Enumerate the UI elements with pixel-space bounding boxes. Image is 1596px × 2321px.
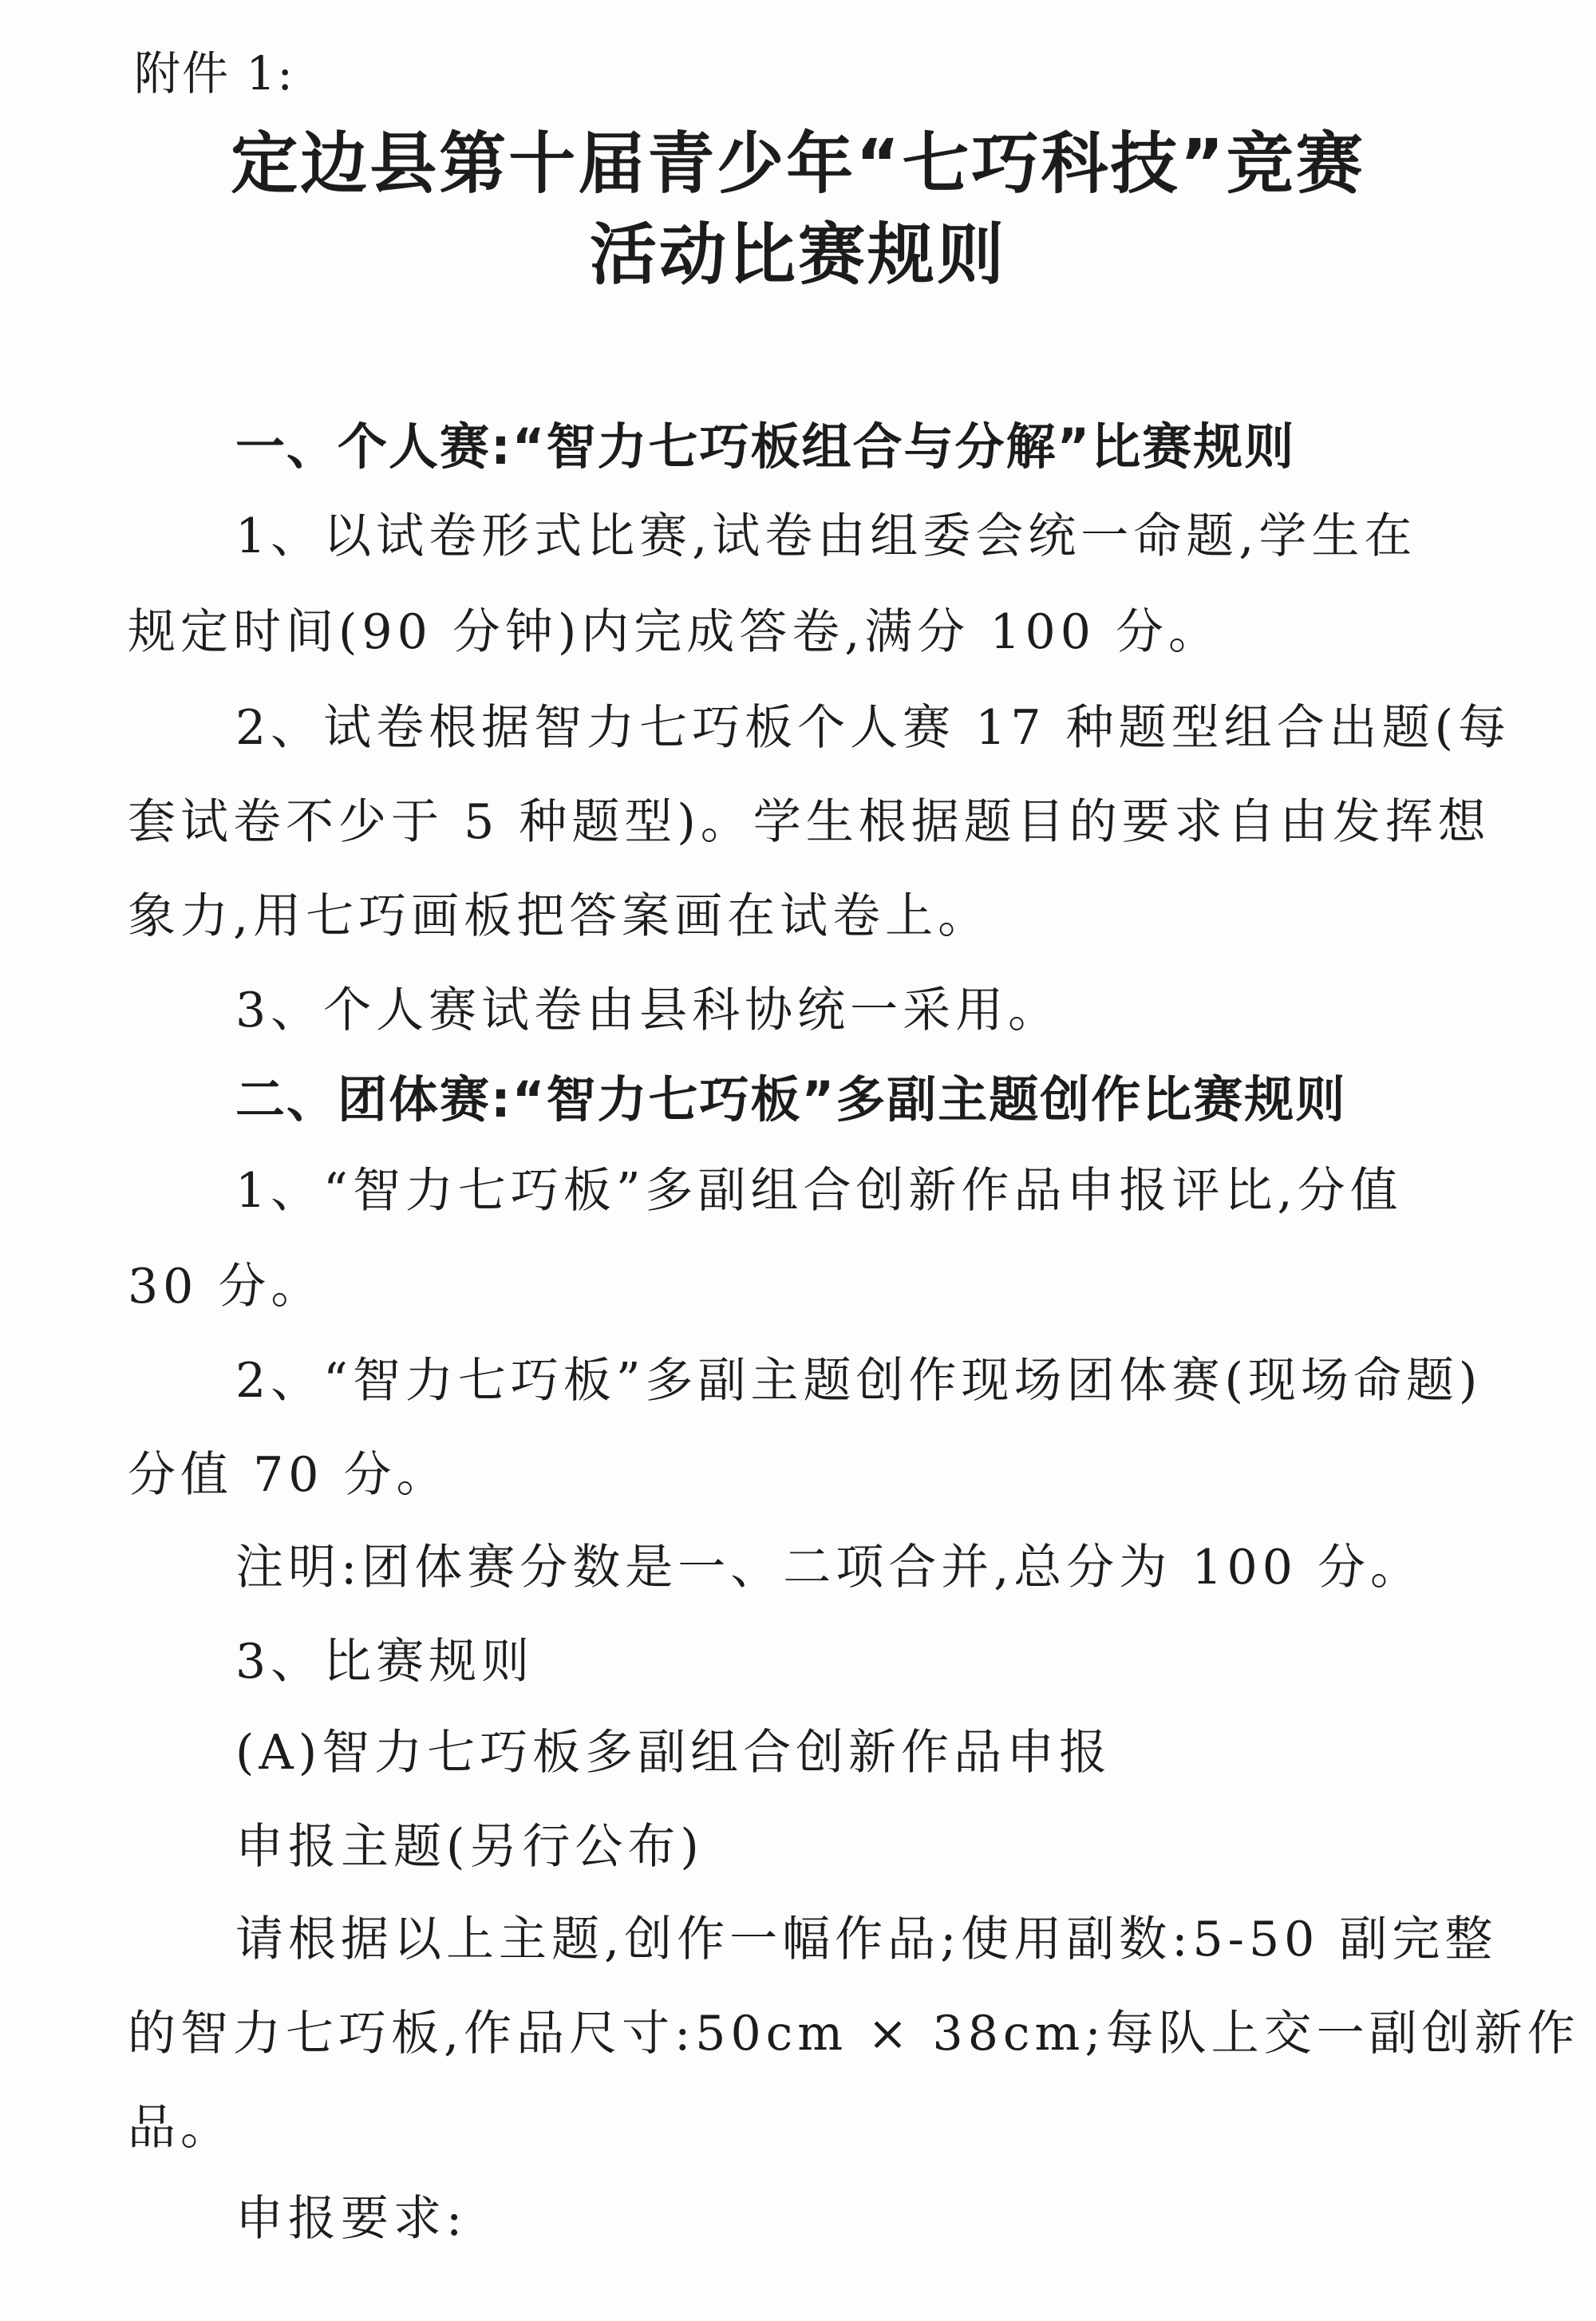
section-1-paragraph-2-line-1: 2、试卷根据智力七巧板个人赛 17 种题型组合出题(每 bbox=[235, 700, 1511, 756]
section-2-paragraph-1-line-2: 30 分。 bbox=[128, 1259, 324, 1315]
section-1-paragraph-1-line-2: 规定时间(90 分钟)内完成答卷,满分 100 分。 bbox=[128, 604, 1221, 660]
section-2-paragraph-2-line-2: 分值 70 分。 bbox=[128, 1447, 449, 1503]
section-2-theme: 申报主题(另行公布) bbox=[235, 1819, 704, 1875]
section-1-heading: 一、个人赛:“智力七巧板组合与分解”比赛规则 bbox=[235, 417, 1296, 476]
section-2-paragraph-2-line-1: 2、“智力七巧板”多副主题创作现场团体赛(现场命题) bbox=[235, 1353, 1483, 1409]
section-1-paragraph-3: 3、个人赛试卷由县科协统一采用。 bbox=[235, 983, 1061, 1038]
section-2-requirements-line-3: 品。 bbox=[128, 2100, 233, 2156]
section-2-heading: 二、团体赛:“智力七巧板”多副主题创作比赛规则 bbox=[235, 1070, 1347, 1129]
attachment-label: 附件 1: bbox=[134, 46, 294, 101]
section-1-paragraph-2-line-2: 套试卷不少于 5 种题型)。学生根据题目的要求自由发挥想 bbox=[128, 794, 1491, 850]
section-2-paragraph-1-line-1: 1、“智力七巧板”多副组合创新作品申报评比,分值 bbox=[235, 1163, 1403, 1219]
section-2-requirements-heading: 申报要求: bbox=[235, 2191, 468, 2247]
section-2-note: 注明:团体赛分数是一、二项合并,总分为 100 分。 bbox=[235, 1540, 1423, 1595]
section-1-paragraph-2-line-3: 象力,用七巧画板把答案画在试卷上。 bbox=[128, 888, 991, 944]
section-2-paragraph-3: 3、比赛规则 bbox=[235, 1634, 535, 1690]
document-title-line-2: 活动比赛规则 bbox=[589, 215, 1006, 294]
section-2-requirements-line-2: 的智力七巧板,作品尺寸:50cm × 38cm;每队上交一副创新作 bbox=[128, 2006, 1580, 2062]
section-2-requirements-line-1: 请根据以上主题,创作一幅作品;使用副数:5-50 副完整 bbox=[235, 1912, 1498, 1967]
section-2-item-a: (A)智力七巧板多副组合创新作品申报 bbox=[235, 1725, 1112, 1781]
section-1-paragraph-1-line-1: 1、以试卷形式比赛,试卷由组委会统一命题,学生在 bbox=[235, 508, 1417, 564]
document-title-line-1: 定边县第十届青少年“七巧科技”竞赛 bbox=[231, 125, 1365, 203]
